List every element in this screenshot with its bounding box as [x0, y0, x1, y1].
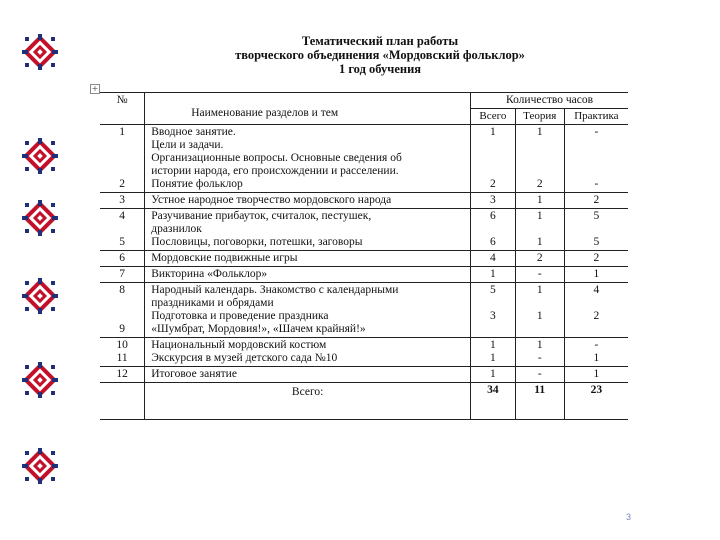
row-theory-hours-line: 1 — [536, 236, 543, 248]
total-theory: 11 — [515, 383, 564, 420]
row-theory-hours-line: 1 — [536, 194, 543, 206]
row-theory-hours — [515, 283, 564, 338]
row-number-line — [103, 165, 141, 178]
row-number — [100, 193, 145, 209]
row-practice-hours-line: 1 — [593, 352, 600, 364]
row-topic-line: дразнилок — [151, 223, 202, 235]
row-total-hours — [471, 251, 516, 267]
row-number — [100, 367, 145, 383]
row-topic-line: Организационные вопросы. Основные сведения об — [151, 152, 402, 164]
row-total-hours — [471, 338, 516, 367]
row-topic-line: Подготовка и проведение праздника — [151, 310, 329, 322]
table-row — [100, 338, 628, 367]
row-total-hours-line — [474, 152, 512, 165]
row-total-hours-line: 1 — [489, 352, 496, 364]
row-number-line — [103, 297, 141, 310]
total-hours: 34 — [471, 383, 516, 420]
row-theory-hours — [515, 209, 564, 251]
row-practice-hours-line — [568, 323, 625, 336]
row-practice-hours — [564, 367, 628, 383]
row-topic-line: Мордовские подвижные игры — [151, 252, 298, 264]
row-practice-hours — [564, 267, 628, 283]
row-practice-hours-line: 1 — [593, 268, 600, 280]
table-move-handle-icon[interactable]: + — [91, 84, 99, 93]
row-number — [100, 283, 145, 338]
row-total-hours — [471, 209, 516, 251]
row-practice-hours — [564, 125, 628, 193]
row-theory-hours-line: 2 — [536, 178, 543, 190]
row-total-hours-line — [474, 165, 512, 178]
row-topic-line: Народный календарь. Знакомство с календарными — [151, 284, 399, 296]
row-practice-hours — [564, 193, 628, 209]
table-row — [100, 193, 628, 209]
row-theory-hours-line: - — [537, 352, 542, 364]
row-theory-hours — [515, 267, 564, 283]
row-theory-hours-line: 2 — [536, 252, 543, 264]
row-total-hours-line: 3 — [489, 194, 496, 206]
table-row — [100, 209, 628, 251]
row-number — [100, 267, 145, 283]
row-practice-hours-line — [568, 152, 625, 165]
header-number: № — [100, 93, 145, 125]
row-topic-line: Понятие фольклор — [151, 178, 243, 190]
row-practice-hours-line: - — [594, 126, 599, 138]
row-topic-line: «Шумбрат, Мордовия!», «Шачем крайняй!» — [151, 323, 366, 335]
row-topic-line: истории народа, его происхождении и расселении. — [151, 165, 399, 177]
row-theory-hours — [515, 251, 564, 267]
row-theory-hours-line — [519, 139, 561, 152]
title-line-1: Тематический план работы — [301, 34, 459, 48]
row-total-hours-line: 1 — [489, 368, 496, 380]
row-practice-hours-line — [568, 223, 625, 236]
row-theory-hours-line: 1 — [536, 339, 543, 351]
row-practice-hours-line: 5 — [593, 210, 600, 222]
page-number: 3 — [626, 512, 632, 522]
row-practice-hours-line: 4 — [593, 284, 600, 296]
row-total-hours-line: 6 — [489, 210, 496, 222]
mordovian-ornament-icon — [22, 34, 58, 70]
header-total: Всего — [471, 109, 516, 125]
row-number-line: 4 — [119, 210, 125, 222]
table-row — [100, 251, 628, 267]
row-topic — [145, 338, 471, 367]
table-row — [100, 367, 628, 383]
row-theory-hours — [515, 367, 564, 383]
row-total-hours-line: 1 — [489, 339, 496, 351]
table-row — [100, 267, 628, 283]
row-number-line — [103, 139, 141, 152]
row-practice-hours-line — [568, 165, 625, 178]
row-total-hours-line: 4 — [489, 252, 496, 264]
header-practice: Практика — [564, 109, 628, 125]
row-total-hours — [471, 193, 516, 209]
row-number — [100, 251, 145, 267]
row-number-line: 3 — [119, 194, 125, 206]
mordovian-ornament-icon — [22, 448, 58, 484]
mordovian-ornament-icon — [22, 138, 58, 174]
row-number-line: 1 — [119, 126, 125, 138]
row-theory-hours — [515, 193, 564, 209]
row-theory-hours — [515, 338, 564, 367]
row-practice-hours-line — [568, 139, 625, 152]
row-theory-hours-line: - — [537, 268, 542, 280]
row-practice-hours-line: 1 — [593, 368, 600, 380]
row-theory-hours-line — [519, 165, 561, 178]
row-number-line: 10 — [116, 339, 128, 351]
table-row — [100, 125, 628, 193]
row-topic-line: Викторина «Фольклор» — [151, 268, 268, 280]
total-practice: 23 — [564, 383, 628, 420]
header-theory: Теория — [515, 109, 564, 125]
row-theory-hours-line: - — [537, 368, 542, 380]
row-practice-hours-line: 2 — [593, 194, 600, 206]
document-title — [120, 34, 640, 76]
row-total-hours-line: 6 — [489, 236, 496, 248]
row-topic — [145, 367, 471, 383]
header-hours: Количество часов — [471, 93, 628, 109]
row-total-hours-line: 3 — [489, 310, 496, 322]
title-line-3: 1 год обучения — [338, 62, 422, 76]
mordovian-ornament-icon — [22, 362, 58, 398]
row-theory-hours-line: 1 — [536, 126, 543, 138]
row-number-line: 11 — [116, 352, 128, 364]
row-topic — [145, 209, 471, 251]
mordovian-ornament-icon — [22, 200, 58, 236]
row-number — [100, 209, 145, 251]
row-theory-hours-line — [519, 297, 561, 310]
row-theory-hours-line: 1 — [536, 284, 543, 296]
row-theory-hours-line — [519, 223, 561, 236]
row-number-line: 2 — [119, 178, 125, 190]
row-topic — [145, 125, 471, 193]
row-practice-hours-line: - — [594, 339, 599, 351]
row-practice-hours — [564, 283, 628, 338]
row-practice-hours — [564, 338, 628, 367]
total-label: Всего: — [145, 383, 471, 420]
row-theory-hours-line — [519, 152, 561, 165]
row-total-hours-line: 2 — [489, 178, 496, 190]
row-total-hours — [471, 367, 516, 383]
row-topic-line: Разучивание прибауток, считалок, пестушек, — [151, 210, 372, 222]
row-total-hours-line: 1 — [489, 126, 496, 138]
total-empty-cell — [100, 383, 145, 420]
row-number-line: 6 — [119, 252, 125, 264]
table-header-row — [100, 93, 628, 109]
row-number-line: 9 — [119, 323, 125, 335]
mordovian-ornament-icon — [22, 278, 58, 314]
row-number-line: 12 — [116, 368, 128, 380]
row-total-hours-line — [474, 297, 512, 310]
row-theory-hours — [515, 125, 564, 193]
row-practice-hours — [564, 209, 628, 251]
row-topic-line: Пословицы, поговорки, потешки, заговоры — [151, 236, 363, 248]
row-total-hours — [471, 283, 516, 338]
row-theory-hours-line — [519, 323, 561, 336]
row-topic-line: Итоговое занятие — [151, 368, 237, 380]
row-topic-line: Цели и задачи. — [151, 139, 224, 151]
row-practice-hours-line: - — [594, 178, 599, 190]
row-total-hours-line — [474, 139, 512, 152]
header-name: Наименование разделов и тем — [145, 93, 471, 125]
thematic-plan-table — [100, 92, 628, 420]
row-number — [100, 125, 145, 193]
row-theory-hours-line: 1 — [536, 210, 543, 222]
row-total-hours-line — [474, 223, 512, 236]
row-number-line: 7 — [119, 268, 125, 280]
row-total-hours — [471, 267, 516, 283]
row-total-hours-line — [474, 323, 512, 336]
row-practice-hours — [564, 251, 628, 267]
row-number-line: 5 — [119, 236, 125, 248]
row-number-line — [103, 310, 141, 323]
row-practice-hours-line — [568, 297, 625, 310]
table-row — [100, 283, 628, 338]
row-number-line: 8 — [119, 284, 125, 296]
row-topic — [145, 251, 471, 267]
row-topic-line: Вводное занятие. — [151, 126, 236, 138]
row-practice-hours-line: 2 — [593, 310, 600, 322]
row-number-line — [103, 223, 141, 236]
row-practice-hours-line: 5 — [593, 236, 600, 248]
row-topic-line: Национальный мордовский костюм — [151, 339, 327, 351]
title-line-2: творческого объединения «Мордовский фольклор» — [235, 48, 525, 62]
row-total-hours-line: 5 — [489, 284, 496, 296]
row-number — [100, 338, 145, 367]
row-total-hours-line: 1 — [489, 268, 496, 280]
row-topic — [145, 267, 471, 283]
row-theory-hours-line: 1 — [536, 310, 543, 322]
row-topic-line: праздниками и обрядами — [151, 297, 274, 309]
row-topic-line: Устное народное творчество мордовского народа — [151, 194, 392, 206]
table-total-row — [100, 383, 628, 420]
row-topic — [145, 193, 471, 209]
row-number-line — [103, 152, 141, 165]
row-practice-hours-line: 2 — [593, 252, 600, 264]
row-total-hours — [471, 125, 516, 193]
row-topic — [145, 283, 471, 338]
row-topic-line: Экскурсия в музей детского сада №10 — [151, 352, 338, 364]
